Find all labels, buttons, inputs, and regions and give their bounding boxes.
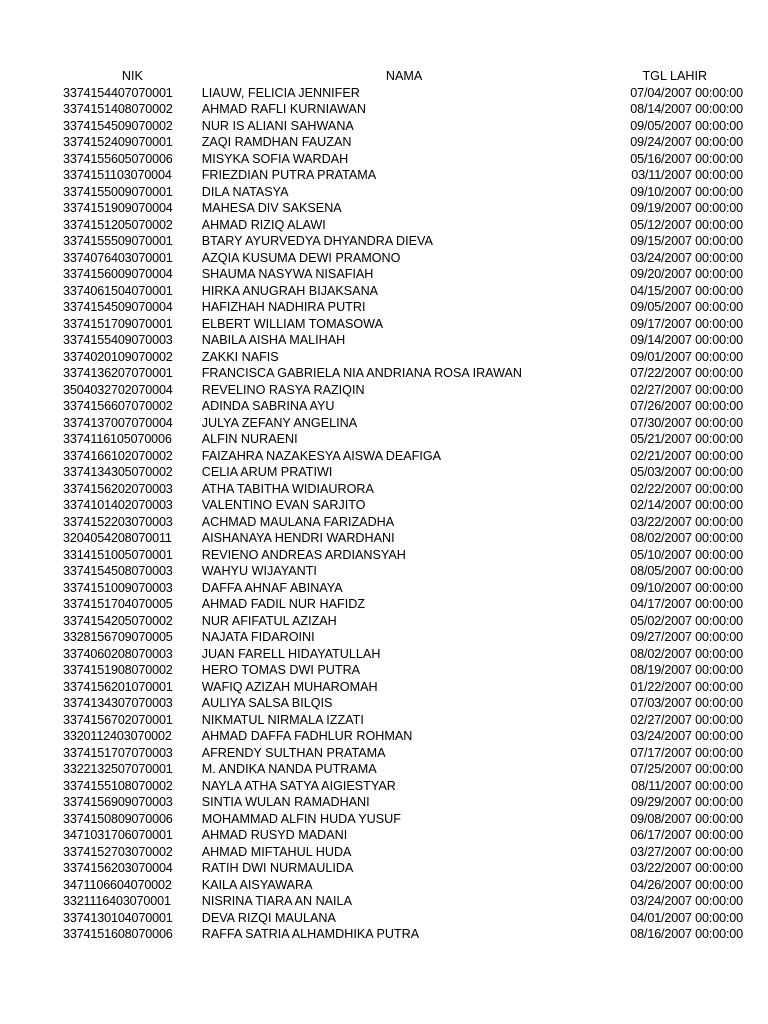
- table-row: [63, 85, 743, 102]
- nama-cell: AHMAD RUSYD MADANI: [201, 828, 348, 842]
- nik-cell: 3374155009070001: [63, 184, 173, 199]
- nama-cell: DILA NATASYA: [201, 184, 289, 199]
- nik-cell: 3374151608070006: [63, 927, 173, 941]
- table-row: [63, 613, 743, 630]
- nik-cell: 3320112403070002: [63, 729, 172, 743]
- nama-cell: M. ANDIKA NANDA PUTRAMA: [201, 762, 377, 776]
- table-row: [63, 695, 743, 712]
- tgl-lahir-cell: 03/22/2007 00:00:00: [630, 861, 743, 875]
- nama-cell: DAFFA AHNAF ABINAYA: [201, 580, 343, 595]
- nik-cell: 3471106604070002: [63, 877, 172, 892]
- nik-cell: 3374156201070001: [63, 679, 173, 694]
- nik-cell: 3374154509070004: [63, 300, 173, 314]
- nama-cell: WAHYU WIJAYANTI: [201, 564, 317, 578]
- nik-cell: 3374061504070001: [63, 283, 173, 298]
- table-row: [63, 761, 743, 778]
- nama-cell: AHMAD DAFFA FADHLUR ROHMAN: [201, 729, 413, 743]
- table-row: [63, 184, 743, 201]
- tgl-lahir-cell: 08/16/2007 00:00:00: [630, 927, 743, 941]
- table-row: [63, 629, 743, 646]
- table-row: [63, 580, 743, 597]
- tgl-lahir-cell: 07/03/2007 00:00:00: [630, 696, 743, 710]
- table-row: [63, 827, 743, 844]
- table-row: [63, 365, 743, 382]
- table-row: [63, 497, 743, 514]
- tgl-lahir-cell: 05/10/2007 00:00:00: [630, 547, 743, 562]
- nama-cell: AULIYA SALSA BILQIS: [201, 696, 333, 710]
- table-row: [63, 134, 743, 151]
- nama-cell: AISHANAYA HENDRI WARDHANI: [201, 531, 395, 545]
- nama-cell: MAHESA DIV SAKSENA: [201, 201, 342, 215]
- table-row: [63, 778, 743, 795]
- tgl-lahir-cell: 02/27/2007 00:00:00: [630, 712, 743, 727]
- nik-cell: 3374154509070002: [63, 118, 173, 133]
- table-row: [63, 844, 743, 861]
- tgl-lahir-cell: 07/26/2007 00:00:00: [630, 399, 743, 413]
- nik-cell: 3374166102070002: [63, 448, 173, 463]
- nama-cell: MOHAMMAD ALFIN HUDA YUSUF: [201, 811, 401, 826]
- tgl-lahir-cell: 04/01/2007 00:00:00: [630, 910, 743, 925]
- nik-cell: 3374154508070003: [63, 564, 173, 578]
- tgl-lahir-cell: 07/25/2007 00:00:00: [630, 762, 743, 776]
- tgl-lahir-cell: 03/24/2007 00:00:00: [630, 894, 743, 908]
- nik-cell: 3374156607070002: [63, 399, 173, 413]
- nik-cell: 3314151005070001: [63, 547, 173, 562]
- table-row: [63, 811, 743, 828]
- nik-cell: 3321116403070001: [63, 894, 171, 908]
- nama-cell: AHMAD MIFTAHUL HUDA: [201, 844, 352, 859]
- table-row: [63, 151, 743, 168]
- tgl-lahir-cell: 07/30/2007 00:00:00: [630, 415, 743, 430]
- nik-cell: 3374151205070002: [63, 217, 173, 232]
- table-row: [63, 332, 743, 349]
- nama-cell: NUR AFIFATUL AZIZAH: [201, 613, 337, 628]
- nama-cell: SHAUMA NASYWA NISAFIAH: [201, 267, 374, 281]
- nama-cell: AZQIA KUSUMA DEWI PRAMONO: [201, 250, 401, 265]
- nik-cell: 3374151009070003: [63, 580, 173, 595]
- tgl-lahir-cell: 09/20/2007 00:00:00: [630, 267, 743, 281]
- nik-cell: 3374155605070006: [63, 151, 173, 166]
- tgl-lahir-cell: 05/16/2007 00:00:00: [630, 151, 743, 166]
- nama-cell: AHMAD RIZIQ ALAWI: [201, 217, 326, 232]
- nama-cell: JUAN FARELL HIDAYATULLAH: [201, 646, 381, 661]
- nik-cell: 3374116105070006: [63, 432, 172, 446]
- tgl-lahir-cell: 09/01/2007 00:00:00: [630, 349, 743, 364]
- nama-cell: LIAUW, FELICIA JENNIFER: [201, 85, 360, 100]
- table-row: [63, 448, 743, 465]
- table-row: [63, 530, 743, 547]
- nik-cell: 3374151704070005: [63, 597, 173, 611]
- tgl-lahir-cell: 09/14/2007 00:00:00: [630, 333, 743, 347]
- tgl-lahir-cell: 08/19/2007 00:00:00: [630, 663, 743, 677]
- column-header-tgl-lahir: TGL LAHIR: [642, 69, 708, 83]
- nik-cell: 3374152703070002: [63, 844, 173, 859]
- nik-cell: 3374137007070004: [63, 415, 173, 430]
- nik-cell: 3374152203070003: [63, 514, 173, 529]
- table-row: [63, 431, 743, 448]
- nik-cell: 3322132507070001: [63, 762, 173, 776]
- table-row: [63, 266, 743, 283]
- nik-cell: 3374156909070003: [63, 795, 173, 809]
- table-row: [63, 316, 743, 333]
- nik-cell: 3374151908070002: [63, 663, 173, 677]
- nik-cell: 3374156203070004: [63, 861, 173, 875]
- table-row: [63, 547, 743, 564]
- nama-cell: FAIZAHRA NAZAKESYA AISWA DEAFIGA: [201, 448, 442, 463]
- nik-cell: 3374060208070003: [63, 646, 173, 661]
- tgl-lahir-cell: 07/04/2007 00:00:00: [630, 85, 743, 100]
- nama-cell: ZAQI RAMDHAN FAUZAN: [201, 135, 352, 149]
- table-row: [63, 415, 743, 432]
- nama-cell: REVIENO ANDREAS ARDIANSYAH: [201, 547, 406, 562]
- nama-cell: NISRINA TIARA AN NAILA: [201, 894, 352, 908]
- tgl-lahir-cell: 07/17/2007 00:00:00: [630, 745, 743, 760]
- table-row: [63, 101, 743, 118]
- nik-cell: 3374150809070006: [63, 811, 173, 826]
- nik-cell: 3374101402070003: [63, 498, 173, 512]
- table-row: [63, 563, 743, 580]
- tgl-lahir-cell: 09/10/2007 00:00:00: [630, 580, 743, 595]
- nik-cell: 3374155509070001: [63, 234, 173, 248]
- nik-cell: 3374136207070001: [63, 366, 173, 380]
- nama-cell: FRIEZDIAN PUTRA PRATAMA: [201, 168, 377, 182]
- nama-cell: DEVA RIZQI MAULANA: [201, 910, 336, 925]
- nama-cell: NABILA AISHA MALIHAH: [201, 333, 346, 347]
- tgl-lahir-cell: 09/24/2007 00:00:00: [630, 135, 743, 149]
- tgl-lahir-cell: 08/02/2007 00:00:00: [630, 646, 743, 661]
- nik-cell: 3374154407070001: [63, 85, 173, 100]
- table-row: [63, 398, 743, 415]
- nama-cell: VALENTINO EVAN SARJITO: [201, 498, 366, 512]
- table-row: [63, 283, 743, 300]
- tgl-lahir-cell: 04/15/2007 00:00:00: [630, 283, 743, 298]
- tgl-lahir-cell: 03/24/2007 00:00:00: [630, 250, 743, 265]
- table-row: [63, 167, 743, 184]
- table-row: [63, 596, 743, 613]
- nama-cell: ZAKKI NAFIS: [201, 349, 279, 364]
- nama-cell: ELBERT WILLIAM TOMASOWA: [201, 316, 383, 331]
- tgl-lahir-cell: 02/14/2007 00:00:00: [630, 498, 743, 512]
- tgl-lahir-cell: 09/29/2007 00:00:00: [630, 795, 743, 809]
- tgl-lahir-cell: 05/12/2007 00:00:00: [630, 217, 743, 232]
- tgl-lahir-cell: 09/05/2007 00:00:00: [630, 118, 743, 133]
- table-header: [63, 68, 743, 85]
- nik-cell: 3374156202070003: [63, 481, 173, 496]
- nik-cell: 3374130104070001: [63, 910, 173, 925]
- tgl-lahir-cell: 05/03/2007 00:00:00: [630, 465, 743, 479]
- nik-cell: 3374076403070001: [63, 250, 173, 265]
- nik-cell: 3374154205070002: [63, 613, 173, 628]
- tgl-lahir-cell: 09/10/2007 00:00:00: [630, 184, 743, 199]
- tgl-lahir-cell: 08/05/2007 00:00:00: [630, 564, 743, 578]
- nik-cell: 3374156702070001: [63, 712, 173, 727]
- tgl-lahir-cell: 09/17/2007 00:00:00: [630, 316, 743, 331]
- nik-cell: 3328156709070005: [63, 630, 173, 644]
- nik-cell: 3374151707070003: [63, 745, 173, 760]
- nama-cell: REVELINO RASYA RAZIQIN: [201, 382, 365, 397]
- table-row: [63, 926, 743, 943]
- table-row: [63, 646, 743, 663]
- tgl-lahir-cell: 08/11/2007 00:00:00: [631, 778, 743, 793]
- nama-cell: CELIA ARUM PRATIWI: [201, 465, 333, 479]
- nama-cell: HAFIZHAH NADHIRA PUTRI: [201, 300, 366, 314]
- tgl-lahir-cell: 05/02/2007 00:00:00: [630, 613, 743, 628]
- table-row: [63, 728, 743, 745]
- column-header-nama: NAMA: [385, 69, 423, 83]
- tgl-lahir-cell: 03/24/2007 00:00:00: [630, 729, 743, 743]
- tgl-lahir-cell: 09/27/2007 00:00:00: [630, 630, 743, 644]
- nama-cell: HIRKA ANUGRAH BIJAKSANA: [201, 283, 379, 298]
- table-body: [63, 85, 743, 943]
- nama-cell: FRANCISCA GABRIELA NIA ANDRIANA ROSA IRAWAN: [201, 366, 523, 380]
- nik-cell: 3374155409070003: [63, 333, 173, 347]
- tgl-lahir-cell: 01/22/2007 00:00:00: [630, 679, 743, 694]
- nama-cell: ALFIN NURAENI: [201, 432, 298, 446]
- nik-cell: 3374151103070004: [63, 168, 172, 182]
- table-row: [63, 118, 743, 135]
- nama-cell: SINTIA WULAN RAMADHANI: [201, 795, 370, 809]
- tgl-lahir-cell: 03/27/2007 00:00:00: [630, 844, 743, 859]
- nama-cell: ACHMAD MAULANA FARIZADHA: [201, 514, 395, 529]
- nama-cell: RATIH DWI NURMAULIDA: [201, 861, 354, 875]
- nama-cell: ADINDA SABRINA AYU: [201, 399, 335, 413]
- spreadsheet-page: [0, 68, 768, 943]
- table-row: [63, 233, 743, 250]
- tgl-lahir-cell: 06/17/2007 00:00:00: [630, 828, 743, 842]
- nama-cell: WAFIQ AZIZAH MUHAROMAH: [201, 679, 378, 694]
- nama-cell: KAILA AISYAWARA: [201, 877, 313, 892]
- nama-cell: MISYKA SOFIA WARDAH: [201, 151, 349, 166]
- tgl-lahir-cell: 09/05/2007 00:00:00: [630, 300, 743, 314]
- nama-cell: NAYLA ATHA SATYA AIGIESTYAR: [201, 778, 396, 793]
- tgl-lahir-cell: 04/17/2007 00:00:00: [630, 597, 743, 611]
- nik-cell: 3374151709070001: [63, 316, 173, 331]
- nama-cell: AHMAD FADIL NUR HAFIDZ: [201, 597, 365, 611]
- tgl-lahir-cell: 05/21/2007 00:00:00: [630, 432, 743, 446]
- tgl-lahir-cell: 09/19/2007 00:00:00: [630, 201, 743, 215]
- tgl-lahir-cell: 07/22/2007 00:00:00: [630, 366, 743, 380]
- table-row: [63, 299, 743, 316]
- nama-cell: BTARY AYURVEDYA DHYANDRA DIEVA: [201, 234, 433, 248]
- table-row: [63, 893, 743, 910]
- tgl-lahir-cell: 08/02/2007 00:00:00: [630, 531, 743, 545]
- table-row: [63, 794, 743, 811]
- table-row: [63, 464, 743, 481]
- nik-cell: 3374134305070002: [63, 465, 173, 479]
- tgl-lahir-cell: 04/26/2007 00:00:00: [630, 877, 743, 892]
- table-row: [63, 877, 743, 894]
- nik-cell: 3374152409070001: [63, 135, 173, 149]
- table-row: [63, 712, 743, 729]
- nama-cell: NUR IS ALIANI SAHWANA: [201, 118, 354, 133]
- nik-cell: 3374155108070002: [63, 778, 173, 793]
- nik-cell: 3204054208070011: [63, 531, 172, 545]
- nik-cell: 3471031706070001: [63, 828, 173, 842]
- table-row: [63, 514, 743, 531]
- table-row: [63, 662, 743, 679]
- tgl-lahir-cell: 08/14/2007 00:00:00: [630, 102, 743, 116]
- nik-cell: 3374134307070003: [63, 696, 173, 710]
- nama-cell: AFRENDY SULTHAN PRATAMA: [201, 745, 386, 760]
- table-row: [63, 349, 743, 366]
- nama-cell: NAJATA FIDAROINI: [201, 630, 315, 644]
- table-row: [63, 200, 743, 217]
- table-row: [63, 382, 743, 399]
- tgl-lahir-cell: 02/27/2007 00:00:00: [630, 382, 743, 397]
- nik-cell: 3504032702070004: [63, 382, 173, 397]
- table-row: [63, 217, 743, 234]
- table-row: [63, 679, 743, 696]
- student-table: [63, 68, 743, 943]
- nama-cell: ATHA TABITHA WIDIAURORA: [201, 481, 374, 496]
- nik-cell: 3374020109070002: [63, 349, 173, 364]
- table-row: [63, 860, 743, 877]
- nik-cell: 3374151408070002: [63, 102, 173, 116]
- table-row: [63, 745, 743, 762]
- table-row: [63, 250, 743, 267]
- header-row: [63, 68, 743, 85]
- nama-cell: HERO TOMAS DWI PUTRA: [201, 663, 361, 677]
- nama-cell: AHMAD RAFLI KURNIAWAN: [201, 102, 366, 116]
- tgl-lahir-cell: 03/22/2007 00:00:00: [630, 514, 743, 529]
- nik-cell: 3374151909070004: [63, 201, 173, 215]
- nama-cell: NIKMATUL NIRMALA IZZATI: [201, 712, 364, 727]
- column-header-nik: NIK: [121, 69, 143, 83]
- tgl-lahir-cell: 02/22/2007 00:00:00: [630, 481, 743, 496]
- nama-cell: RAFFA SATRIA ALHAMDHIKA PUTRA: [201, 927, 420, 941]
- table-row: [63, 481, 743, 498]
- tgl-lahir-cell: 02/21/2007 00:00:00: [630, 448, 743, 463]
- tgl-lahir-cell: 03/11/2007 00:00:00: [631, 168, 743, 182]
- nik-cell: 3374156009070004: [63, 267, 173, 281]
- tgl-lahir-cell: 09/15/2007 00:00:00: [630, 234, 743, 248]
- table-row: [63, 910, 743, 927]
- nama-cell: JULYA ZEFANY ANGELINA: [201, 415, 358, 430]
- tgl-lahir-cell: 09/08/2007 00:00:00: [630, 811, 743, 826]
